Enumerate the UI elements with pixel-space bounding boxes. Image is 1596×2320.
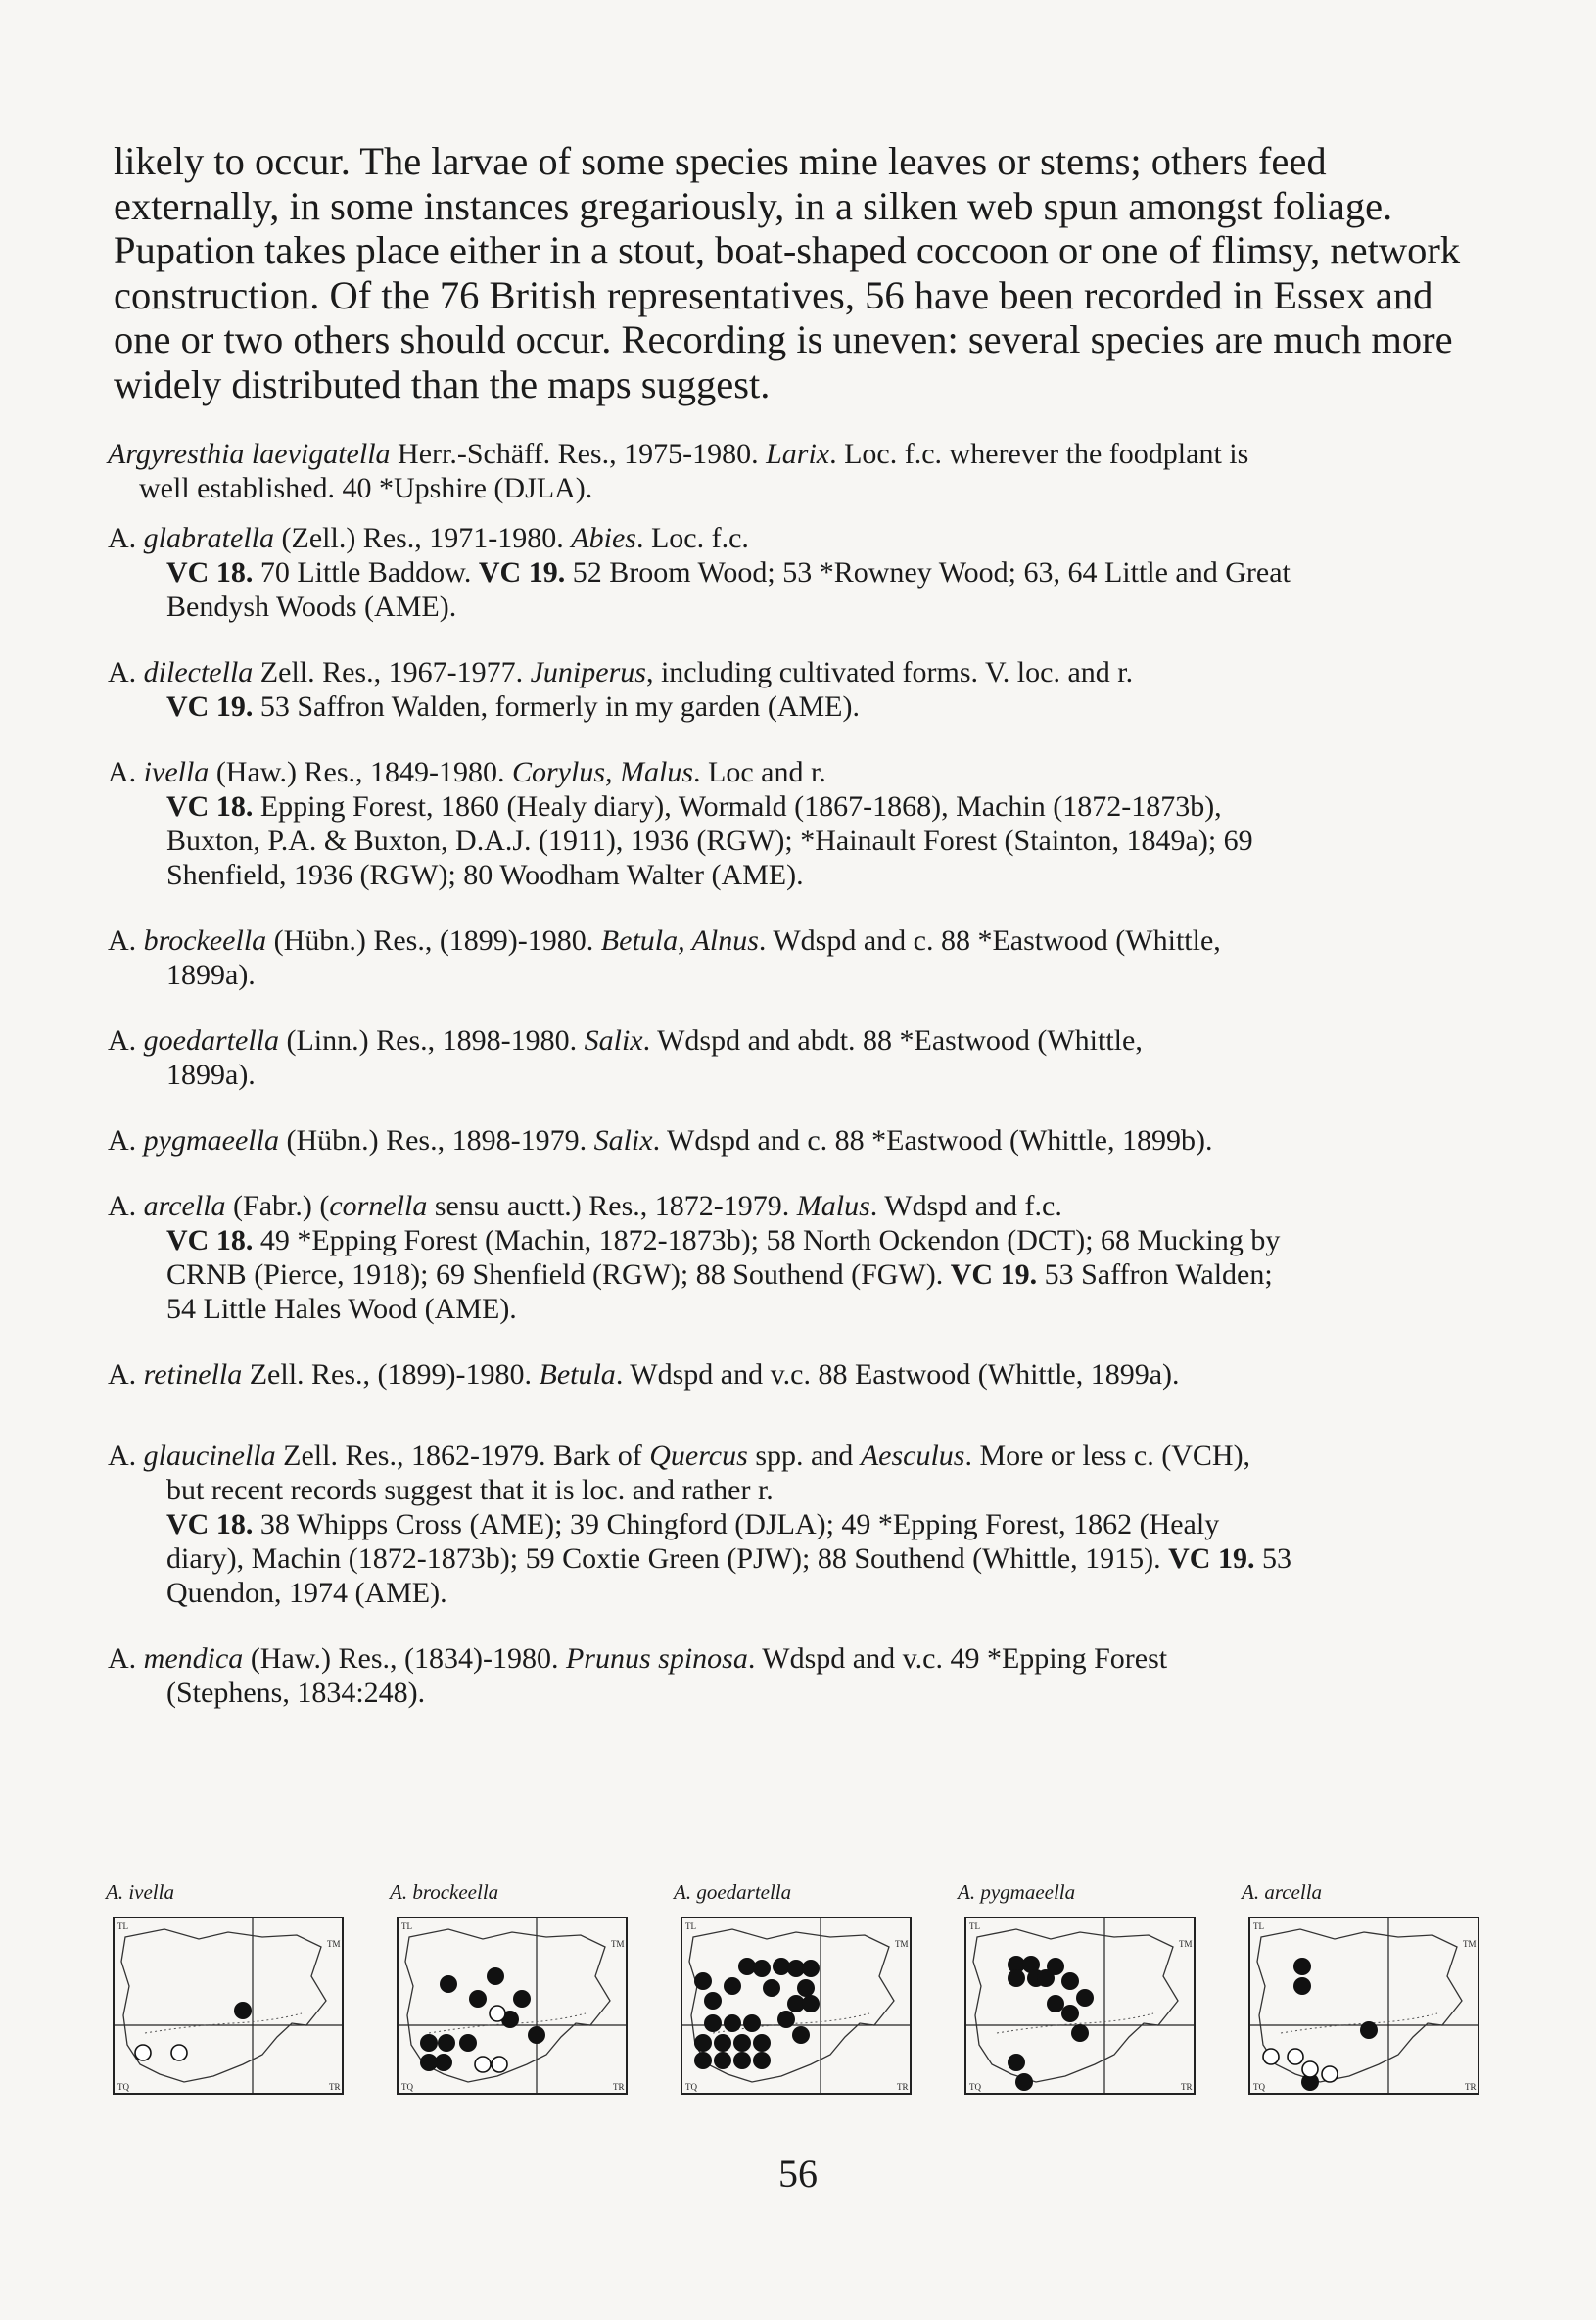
record-dot-filled [440,1975,457,1993]
intro-paragraph: likely to occur. The larvae of some species mine leaves or stems; others feed externally, in some instances gregariously, in a silken web spun amongst foliage. Pupation takes place either in a stout, boat-shaped coccoon or one of flimsy, network construction. Of the 76 British representatives, 56 have been recorded in Essex and one or two others should occur. Recording is uneven: several species are much more widely distributed than the maps suggest. [114,139,1461,406]
foodplant: Malus [796,1190,870,1222]
species-name: goedartella [143,1024,279,1057]
record-dot-open [171,2045,187,2060]
map-base [965,1918,1195,2094]
svg-text:TR: TR [897,2082,909,2092]
record-dot-filled [743,2014,761,2032]
species-name: pygmaeella [143,1124,279,1157]
record-dot-filled [234,2002,252,2019]
vice-county: VC 18. [166,556,254,589]
record-dot-filled [714,2034,731,2052]
record-dot-filled [1061,1972,1079,1990]
species-entry: Argyresthia laevigatella Herr.-Schäff. Res., 1975-1980. Larix. Loc. f.c. wherever the foodplant is well established. 40 *Upshire (DJLA). [108,438,1249,504]
foodplant: Prunus spinosa [565,1642,748,1675]
map-base [114,1918,343,2094]
record-dot-filled [528,2026,545,2044]
species-name: glabratella [143,522,275,554]
species-entry: A. glabratella (Zell.) Res., 1971-1980. Abies. Loc. f.c. VC 18. 70 Little Baddow. VC 19. 52 Broom Wood; 53 *Rowney Wood; 63, 64 Little and Great Bendysh Woods (AME). [108,522,1291,623]
foodplant: Juniperus [530,656,646,688]
record-dot-filled [802,1960,820,1977]
svg-text:TL: TL [1253,1921,1264,1931]
species-name: arcella [143,1190,226,1222]
record-dot-filled [1008,2054,1025,2071]
record-dot-filled [1047,1995,1064,2012]
record-dot-filled [1293,1958,1311,1975]
species-entry: A. pygmaeella (Hübn.) Res., 1898-1979. Salix. Wdspd and c. 88 *Eastwood (Whittle, 1899b). [108,1124,1213,1157]
essex-map [674,1908,918,2104]
record-dot-open [1288,2049,1303,2064]
record-dot-filled [1071,2024,1089,2042]
record-dot-filled [724,1977,741,1995]
vice-county: VC 19. [166,690,254,723]
record-dot-filled [1037,1969,1055,1987]
map-label: A. goedartella [674,1880,792,1904]
vice-county: VC 18. [166,1224,254,1256]
species-entry: A. glaucinella Zell. Res., 1862-1979. Bark of Quercus spp. and Aesculus. More or less c. (VCH), but recent records suggest that it is loc. and rather r. VC 18. 38 Whipps Cross (AME); 39 Chingford (DJLA); 49 *Epping Forest, 1862 (Healy diary), Machin (1872-1873b); 59 Coxtie Green (PJW); 88 Southend (Whittle, 1915). VC 19. 53 Quendon, 1974 (AME). [108,1440,1291,1609]
record-dot-filled [694,1972,712,1990]
record-dot-filled [704,1992,722,2010]
map-base [1249,1918,1479,2094]
record-dot-filled [777,2011,795,2028]
svg-text:TL: TL [401,1921,412,1931]
page-number: 56 [778,2152,818,2196]
record-dot-filled [420,2054,438,2071]
record-dot-open [490,2006,505,2021]
species-entry: A. goedartella (Linn.) Res., 1898-1980. Salix. Wdspd and abdt. 88 *Eastwood (Whittle, 1899a). [108,1024,1143,1091]
vice-county: VC 19. [1168,1542,1255,1575]
record-dot-filled [733,2034,751,2052]
record-dot-filled [802,1995,820,2012]
svg-text:TM: TM [1463,1939,1477,1949]
foodplant: Larix [766,438,830,470]
species-name: mendica [143,1642,244,1675]
map-label: A. pygmaeella [958,1880,1076,1904]
record-dot-filled [1061,2005,1079,2022]
essex-map [1242,1908,1486,2104]
synonym: cornella [329,1190,428,1222]
distribution-map [674,1880,918,2104]
record-dot-filled [724,2014,741,2032]
record-dot-filled [420,2034,438,2052]
record-dot-filled [694,2052,712,2069]
record-dot-filled [487,1967,504,1985]
svg-text:TQ: TQ [401,2082,413,2092]
map-label: A. ivella [106,1880,174,1904]
species-name: Argyresthia laevigatella [108,438,391,470]
species-name: glaucinella [143,1440,276,1472]
record-dot-filled [753,2052,771,2069]
foodplant: Salix [584,1024,643,1057]
foodplant: Betula, Alnus [600,924,759,957]
foodplant: Abies [571,522,636,554]
species-name: retinella [143,1358,243,1391]
svg-text:TL: TL [117,1921,128,1931]
species-entry: A. arcella (Fabr.) (cornella sensu auctt.) Res., 1872-1979. Malus. Wdspd and f.c. VC 18. 49 *Epping Forest (Machin, 1872-1873b); 58 North Ockendon (DCT); 68 Mucking by CRNB (Pierce, 1918); 69 Shenfield (RGW); 88 Southend (FGW). VC 19. 53 Saffron Walden; 54 Little Hales Wood (AME). [108,1190,1281,1325]
species-entry: A. retinella Zell. Res., (1899)-1980. Betula. Wdspd and v.c. 88 Eastwood (Whittle, 1899a). [108,1358,1180,1391]
svg-text:TM: TM [327,1939,341,1949]
svg-text:TM: TM [1179,1939,1193,1949]
distribution-map [958,1880,1202,2104]
foodplant: Salix [593,1124,653,1157]
record-dot-open [1263,2049,1279,2064]
vice-county: VC 18. [166,790,254,823]
svg-text:TR: TR [329,2082,341,2092]
essex-map [106,1908,351,2104]
record-dot-filled [694,2034,712,2052]
record-dot-filled [469,1990,487,2008]
record-dot-open [135,2045,151,2060]
record-dot-filled [1008,1969,1025,1987]
svg-text:TQ: TQ [685,2082,697,2092]
vice-county: VC 18. [166,1508,254,1540]
svg-text:TQ: TQ [117,2082,129,2092]
vice-county: VC 19. [478,556,566,589]
record-dot-filled [714,2052,731,2069]
foodplant: Quercus [649,1440,748,1472]
record-dot-filled [797,1979,815,1997]
map-label: A. arcella [1242,1880,1323,1904]
record-dot-filled [1015,2073,1033,2091]
record-dot-open [475,2057,491,2072]
record-dot-filled [1076,1989,1094,2007]
distribution-maps [106,1880,1496,2106]
svg-text:TL: TL [685,1921,696,1931]
record-dot-filled [1360,2021,1378,2039]
species-name: ivella [143,756,210,788]
essex-map [390,1908,634,2104]
species-entry: A. ivella (Haw.) Res., 1849-1980. Corylus, Malus. Loc and r. VC 18. Epping Forest, 1860 (Healy diary), Wormald (1867-1868), Machin (1872-1873b), Buxton, P.A. & Buxton, D.A.J. (1911), 1936 (RGW); *Hainault Forest (Stainton, 1849a); 69 Shenfield, 1936 (RGW); 80 Woodham Walter (AME). [108,756,1253,891]
svg-text:TQ: TQ [969,2082,981,2092]
svg-text:TR: TR [1465,2082,1477,2092]
svg-text:TR: TR [1181,2082,1193,2092]
record-dot-filled [792,2026,810,2044]
foodplant: Corylus, Malus [511,756,693,788]
record-dot-filled [753,2034,771,2052]
foodplant: Aesculus [860,1440,965,1472]
svg-text:TM: TM [611,1939,625,1949]
species-name: brockeella [143,924,267,957]
record-dot-filled [513,1990,531,2008]
record-dot-filled [704,2014,722,2032]
record-dot-open [492,2057,507,2072]
species-entry: A. mendica (Haw.) Res., (1834)-1980. Prunus spinosa. Wdspd and v.c. 49 *Epping Forest (Stephens, 1834:248). [108,1642,1168,1709]
record-dot-filled [459,2034,477,2052]
record-dot-open [1302,2061,1318,2077]
record-dot-filled [763,1979,780,1997]
vice-county: VC 19. [950,1258,1038,1291]
svg-text:TQ: TQ [1253,2082,1265,2092]
distribution-map [1242,1880,1486,2104]
record-dot-filled [1293,1977,1311,1995]
record-dot-filled [753,1960,771,1977]
foodplant: Betula [539,1358,616,1391]
svg-text:TR: TR [613,2082,625,2092]
svg-text:TM: TM [895,1939,909,1949]
species-entry: A. brockeella (Hübn.) Res., (1899)-1980. Betula, Alnus. Wdspd and c. 88 *Eastwood (Whittle, 1899a). [108,924,1221,991]
species-entry: A. dilectella Zell. Res., 1967-1977. Juniperus, including cultivated forms. V. loc. and r. VC 19. 53 Saffron Walden, formerly in my garden (AME). [108,656,1134,723]
species-entries [108,437,1488,1710]
species-name: dilectella [143,656,254,688]
record-dot-filled [733,2052,751,2069]
map-label: A. brockeella [390,1880,499,1904]
record-dot-open [1322,2066,1338,2082]
distribution-map [106,1880,351,2104]
distribution-map [390,1880,634,2104]
svg-text:TL: TL [969,1921,980,1931]
record-dot-filled [438,2034,455,2052]
essex-map [958,1908,1202,2104]
